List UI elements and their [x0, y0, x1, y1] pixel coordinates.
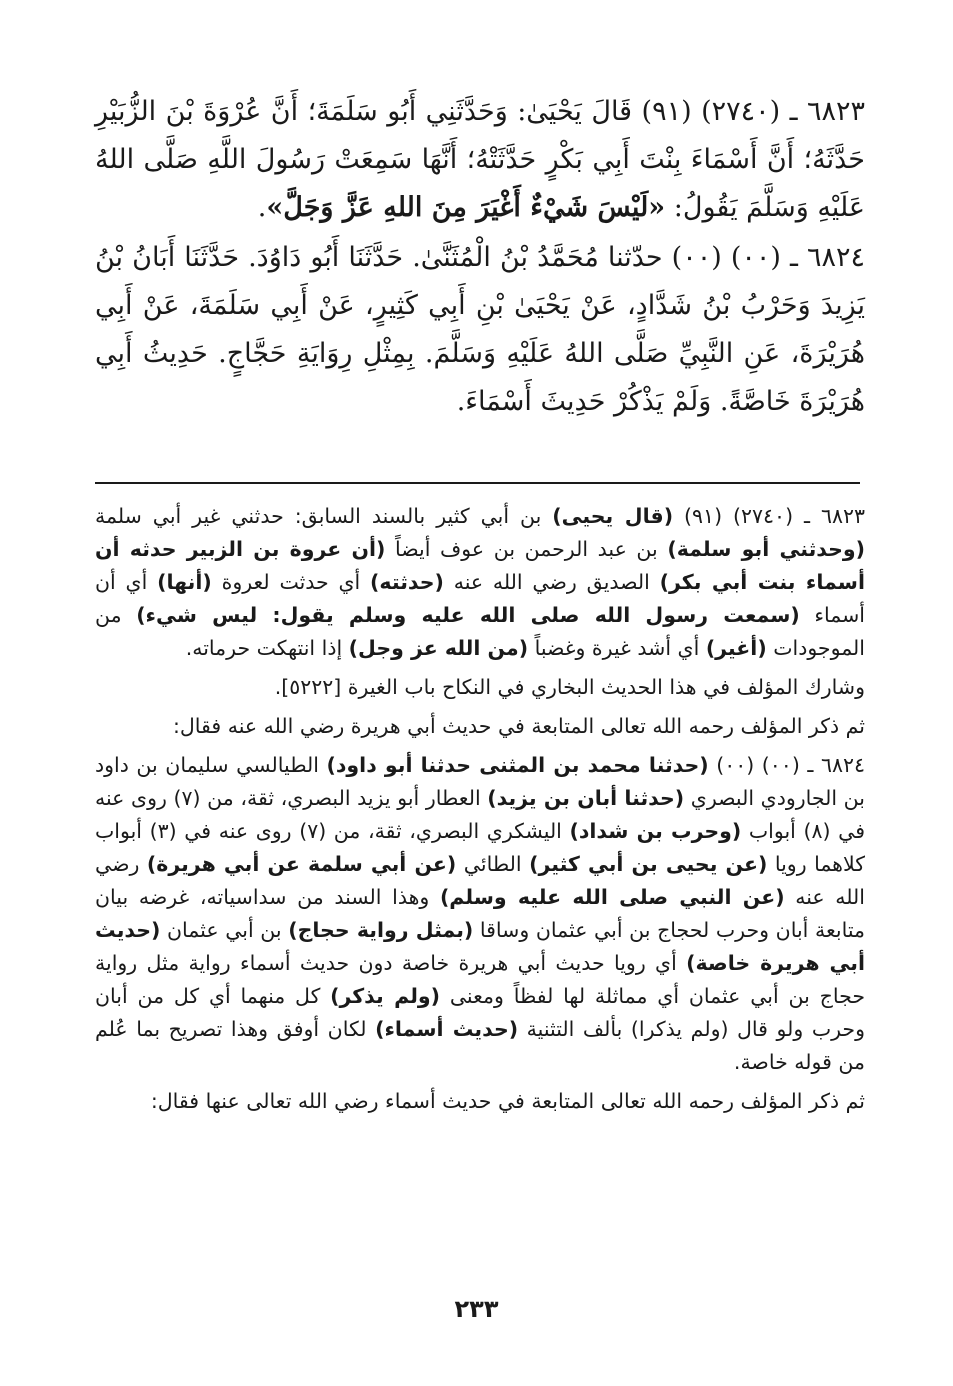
commentary-transition-1: ثم ذكر المؤلف رحمه الله تعالى المتابعة في حديث أبي هريرة رضي الله عنه فقال:: [172, 714, 865, 738]
commentary-text: رضي الله عنه: [95, 852, 865, 909]
footnote-divider: [95, 482, 860, 484]
commentary-bold: (وحرب بن شداد): [569, 819, 742, 843]
commentary-6823: [95, 500, 865, 665]
hadith-6824: ٦٨٢٤ ـ (٠٠) (٠٠) حدّثنا مُحَمَّدُ بْنُ الْمُثَنَّىٰ. حَدَّثَنَا أَبُو دَاوُدَ. حَدَّثَنَا أَبَانُ بْنُ يَزِيدَ وَحَرْبُ بْنُ شَدَّادٍ، عَنْ يَحْيَىٰ بْنِ أَبِي كَثِيرٍ، عَنْ أَبِي سَلَمَةَ، عَنْ أَبِي هُرَيْرَةَ، عَنِ النَّبِيِّ صَلَّى اللهُ عَلَيْهِ وَسَلَّمَ. بِمِثْلِ رِوَايَةِ حَجَّاجٍ. حَدِيثُ أَبِي هُرَيْرَةَ خَاصَّةً. وَلَمْ يَذْكُرْ حَدِيثَ أَسْمَاءَ.: [95, 242, 865, 417]
commentary-text: بن أبي عثمان: [160, 918, 289, 942]
commentary-text: الصديق رضي الله عنه: [443, 570, 660, 594]
commentary-transition-2: ثم ذكر المؤلف رحمه الله تعالى المتابعة في حديث أسماء رضي الله تعالى عنها فقال:: [150, 1089, 865, 1113]
commentary-text: بن عبد الرحمن بن عوف أيضاً: [385, 537, 668, 561]
hadith-6823: [95, 88, 865, 232]
hadith-text-block: [95, 88, 865, 428]
commentary-text: أي حدثت لعروة: [211, 570, 371, 594]
commentary-text: أي أن أسماء: [95, 570, 865, 627]
commentary-bold: (وحدثني أبو سلمة): [667, 537, 865, 561]
commentary-text: أي رويا حديث أبي هريرة خاصة دون حديث أسماء رواية مثل رواية حجاج بن أبي عثمان أي مماثلة لها لفظاً ومعنى: [95, 951, 865, 1008]
commentary-text: الطيالسي سليمان بن داود بن الجارودي البصري: [95, 753, 865, 810]
page-number: ٢٣٣: [454, 1295, 499, 1323]
commentary-6824: [95, 749, 865, 1079]
commentary-text: اليشكري البصري، ثقة، من (٧) روى عنه في (٣) أبواب كلاهما رويا: [95, 819, 865, 876]
commentary-text: من الموجودات: [95, 603, 865, 660]
commentary-bold: (أغير): [705, 636, 767, 660]
commentary-bold: (أن عروة بن الزبير حدثه أن أسماء بنت أبي بكر): [95, 537, 865, 594]
commentary-text: كل منهما أي كل من أبان وحرب ولو قال (ولم يذكرا) بألف التثنية: [95, 984, 865, 1041]
commentary-bold: (حديث أبي هريرة خاصة): [95, 918, 865, 975]
commentary-bold: (عن النبي صلى الله عليه وسلم): [439, 885, 785, 909]
commentary-text: إذا انتهكت حرماته.: [185, 636, 349, 660]
commentary-bold: (حدثنا محمد بن المثنى حدثنا أبو داود): [326, 753, 709, 777]
commentary-text: لكان أوفق وهذا تصريح بما عُلم من قوله خاصة.: [95, 1017, 865, 1074]
commentary-text: بن أبي كثير بالسند السابق: حدثني غير أبي سلمة: [95, 504, 553, 528]
commentary-bold: (سمعت رسول الله صلى الله عليه وسلم يقول: ليس شيء): [136, 603, 800, 627]
hadith-6823-end: .: [257, 192, 267, 223]
commentary-block: [95, 500, 865, 1124]
commentary-text: وهذا السند من سداسياته، غرضه بيان متابعة أبان وحرب لحجاج بن أبي عثمان وساقا: [95, 885, 865, 942]
hadith-6823-text: ٦٨٢٣ ـ (٢٧٤٠) (٩١) قَالَ يَحْيَىٰ: وَحَدَّثَنِي أَبُو سَلَمَةَ؛ أَنَّ عُرْوَةَ بْنَ الزُّبَيْرِ حَدَّثَهُ؛ أَنَّ أَسْمَاءَ بِنْتَ أَبِي بَكْرٍ حَدَّثَتْهُ؛ أَنَّهَا سَمِعَتْ رَسُولَ اللَّهِ صَلَّى اللهُ عَلَيْهِ وَسَلَّمَ يَقُولُ:: [95, 96, 866, 223]
commentary-bold: (ولم يذكر): [330, 984, 441, 1008]
commentary-bold: (حديث أسماء): [375, 1017, 519, 1041]
commentary-text: ٦٨٢٤ ـ (٠٠) (٠٠): [708, 753, 865, 777]
commentary-text: أي أشد غيرة وغضباً: [528, 636, 706, 660]
commentary-bukhari-note: وشارك المؤلف في هذا الحديث البخاري في النكاح باب الغيرة [٥٢٢٢].: [274, 675, 865, 699]
hadith-6823-quote: «لَيْسَ شَيْءٌ أَغْيَرَ مِنَ اللهِ عَزَّ وَجَلَّ»: [266, 192, 666, 223]
commentary-text: العطار أبو يزيد البصري، ثقة، من (٧) روى عنه في (٨) أبواب: [95, 786, 865, 843]
commentary-bold: (عن أبي سلمة عن أبي هريرة): [146, 852, 457, 876]
commentary-bold: (حدثته): [370, 570, 444, 594]
commentary-bold: (حدثنا أبان بن يزيد): [487, 786, 685, 810]
commentary-text: الطائي: [456, 852, 530, 876]
commentary-bold: (قال يحيى): [552, 504, 674, 528]
commentary-bold: (عن يحيى بن أبي كثير): [529, 852, 768, 876]
commentary-bold: (من الله عز وجل): [348, 636, 529, 660]
commentary-bold: (أنها): [157, 570, 212, 594]
commentary-bold: (بمثل رواية حجاج): [288, 918, 474, 942]
commentary-text: ٦٨٢٣ ـ (٢٧٤٠) (٩١): [673, 504, 866, 528]
